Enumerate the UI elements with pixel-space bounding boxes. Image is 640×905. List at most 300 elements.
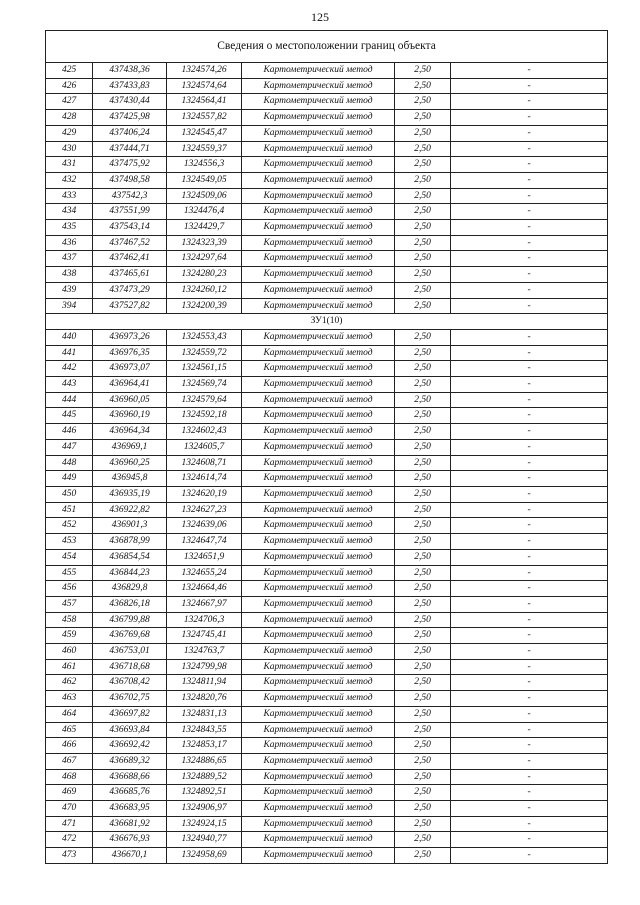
y-coordinate-cell: 1324564,41 (167, 94, 242, 110)
method-cell: Картометрический метод (242, 204, 395, 220)
table-row (46, 801, 608, 817)
method-cell: Картометрический метод (242, 534, 395, 550)
precision-cell: 2,50 (395, 267, 451, 283)
method-cell: Картометрический метод (242, 377, 395, 393)
precision-cell: 2,50 (395, 816, 451, 832)
point-number-cell: 453 (46, 534, 93, 550)
table-row (46, 392, 608, 408)
precision-cell: 2,50 (395, 408, 451, 424)
y-coordinate-cell: 1324557,82 (167, 110, 242, 126)
precision-cell: 2,50 (395, 769, 451, 785)
method-cell: Картометрический метод (242, 832, 395, 848)
table-row (46, 549, 608, 565)
method-cell: Картометрический метод (242, 220, 395, 236)
point-number-cell: 433 (46, 188, 93, 204)
method-cell: Картометрический метод (242, 392, 395, 408)
x-coordinate-cell: 436670,1 (93, 848, 167, 864)
x-coordinate-cell: 436901,3 (93, 518, 167, 534)
precision-cell: 2,50 (395, 832, 451, 848)
note-cell: - (451, 848, 608, 864)
precision-cell: 2,50 (395, 565, 451, 581)
y-coordinate-cell: 1324906,97 (167, 801, 242, 817)
precision-cell: 2,50 (395, 345, 451, 361)
method-cell: Картометрический метод (242, 455, 395, 471)
note-cell: - (451, 816, 608, 832)
x-coordinate-cell: 437425,98 (93, 110, 167, 126)
y-coordinate-cell: 1324614,74 (167, 471, 242, 487)
point-number-cell: 446 (46, 424, 93, 440)
method-cell: Картометрический метод (242, 282, 395, 298)
precision-cell: 2,50 (395, 518, 451, 534)
y-coordinate-cell: 1324843,55 (167, 722, 242, 738)
note-cell: - (451, 204, 608, 220)
point-number-cell: 444 (46, 392, 93, 408)
table-row (46, 565, 608, 581)
x-coordinate-cell: 437444,71 (93, 141, 167, 157)
x-coordinate-cell: 437498,58 (93, 172, 167, 188)
method-cell: Картометрический метод (242, 769, 395, 785)
point-number-cell: 458 (46, 612, 93, 628)
x-coordinate-cell: 436964,34 (93, 424, 167, 440)
table-row (46, 675, 608, 691)
precision-cell: 2,50 (395, 141, 451, 157)
y-coordinate-cell: 1324958,69 (167, 848, 242, 864)
table-row (46, 832, 608, 848)
point-number-cell: 461 (46, 659, 93, 675)
method-cell: Картометрический метод (242, 486, 395, 502)
note-cell: - (451, 110, 608, 126)
x-coordinate-cell: 436697,82 (93, 706, 167, 722)
note-cell: - (451, 628, 608, 644)
table-row (46, 63, 608, 79)
note-cell: - (451, 675, 608, 691)
x-coordinate-cell: 437430,44 (93, 94, 167, 110)
y-coordinate-cell: 1324706,3 (167, 612, 242, 628)
method-cell: Картометрический метод (242, 125, 395, 141)
method-cell: Картометрический метод (242, 298, 395, 314)
precision-cell: 2,50 (395, 785, 451, 801)
precision-cell: 2,50 (395, 628, 451, 644)
y-coordinate-cell: 1324545,47 (167, 125, 242, 141)
precision-cell: 2,50 (395, 706, 451, 722)
x-coordinate-cell: 436708,42 (93, 675, 167, 691)
method-cell: Картометрический метод (242, 801, 395, 817)
table-title: Сведения о местоположении границ объекта (46, 31, 608, 63)
note-cell: - (451, 785, 608, 801)
precision-cell: 2,50 (395, 486, 451, 502)
precision-cell: 2,50 (395, 471, 451, 487)
method-cell: Картометрический метод (242, 329, 395, 345)
y-coordinate-cell: 1324574,64 (167, 78, 242, 94)
x-coordinate-cell: 436826,18 (93, 596, 167, 612)
table-body (46, 63, 608, 864)
y-coordinate-cell: 1324476,4 (167, 204, 242, 220)
x-coordinate-cell: 436799,88 (93, 612, 167, 628)
table-row (46, 486, 608, 502)
y-coordinate-cell: 1324553,43 (167, 329, 242, 345)
table-row (46, 361, 608, 377)
x-coordinate-cell: 436676,93 (93, 832, 167, 848)
x-coordinate-cell: 437406,24 (93, 125, 167, 141)
y-coordinate-cell: 1324559,72 (167, 345, 242, 361)
table-row (46, 298, 608, 314)
y-coordinate-cell: 1324561,15 (167, 361, 242, 377)
y-coordinate-cell: 1324811,94 (167, 675, 242, 691)
method-cell: Картометрический метод (242, 581, 395, 597)
note-cell: - (451, 832, 608, 848)
table-row (46, 455, 608, 471)
precision-cell: 2,50 (395, 235, 451, 251)
table-row (46, 408, 608, 424)
note-cell: - (451, 282, 608, 298)
y-coordinate-cell: 1324429,7 (167, 220, 242, 236)
method-cell: Картометрический метод (242, 157, 395, 173)
method-cell: Картометрический метод (242, 644, 395, 660)
table-row (46, 141, 608, 157)
precision-cell: 2,50 (395, 612, 451, 628)
table-row (46, 220, 608, 236)
point-number-cell: 473 (46, 848, 93, 864)
x-coordinate-cell: 437551,99 (93, 204, 167, 220)
table-row (46, 188, 608, 204)
table-row (46, 518, 608, 534)
y-coordinate-cell: 1324763,7 (167, 644, 242, 660)
point-number-cell: 457 (46, 596, 93, 612)
y-coordinate-cell: 1324556,3 (167, 157, 242, 173)
table-row (46, 644, 608, 660)
point-number-cell: 432 (46, 172, 93, 188)
point-number-cell: 434 (46, 204, 93, 220)
note-cell: - (451, 596, 608, 612)
point-number-cell: 467 (46, 753, 93, 769)
table-row (46, 424, 608, 440)
table-row (46, 439, 608, 455)
point-number-cell: 459 (46, 628, 93, 644)
point-number-cell: 439 (46, 282, 93, 298)
precision-cell: 2,50 (395, 596, 451, 612)
x-coordinate-cell: 436960,25 (93, 455, 167, 471)
y-coordinate-cell: 1324602,43 (167, 424, 242, 440)
note-cell: - (451, 361, 608, 377)
note-cell: - (451, 377, 608, 393)
point-number-cell: 464 (46, 706, 93, 722)
y-coordinate-cell: 1324605,7 (167, 439, 242, 455)
x-coordinate-cell: 436681,92 (93, 816, 167, 832)
table-row (46, 329, 608, 345)
method-cell: Картометрический метод (242, 63, 395, 79)
precision-cell: 2,50 (395, 801, 451, 817)
precision-cell: 2,50 (395, 204, 451, 220)
table-row (46, 345, 608, 361)
x-coordinate-cell: 436960,19 (93, 408, 167, 424)
table-row (46, 172, 608, 188)
table-row (46, 125, 608, 141)
table-row (46, 706, 608, 722)
point-number-cell: 426 (46, 78, 93, 94)
x-coordinate-cell: 436702,75 (93, 691, 167, 707)
note-cell: - (451, 549, 608, 565)
x-coordinate-cell: 436935,19 (93, 486, 167, 502)
y-coordinate-cell: 1324655,24 (167, 565, 242, 581)
method-cell: Картометрический метод (242, 816, 395, 832)
note-cell: - (451, 471, 608, 487)
method-cell: Картометрический метод (242, 518, 395, 534)
x-coordinate-cell: 437462,41 (93, 251, 167, 267)
precision-cell: 2,50 (395, 675, 451, 691)
method-cell: Картометрический метод (242, 439, 395, 455)
method-cell: Картометрический метод (242, 596, 395, 612)
precision-cell: 2,50 (395, 502, 451, 518)
precision-cell: 2,50 (395, 753, 451, 769)
note-cell: - (451, 691, 608, 707)
method-cell: Картометрический метод (242, 94, 395, 110)
method-cell: Картометрический метод (242, 110, 395, 126)
note-cell: - (451, 612, 608, 628)
page-number: 125 (311, 10, 329, 24)
x-coordinate-cell: 436960,05 (93, 392, 167, 408)
x-coordinate-cell: 436969,1 (93, 439, 167, 455)
point-number-cell: 455 (46, 565, 93, 581)
point-number-cell: 442 (46, 361, 93, 377)
point-number-cell: 435 (46, 220, 93, 236)
table-row (46, 659, 608, 675)
point-number-cell: 451 (46, 502, 93, 518)
y-coordinate-cell: 1324574,26 (167, 63, 242, 79)
y-coordinate-cell: 1324664,46 (167, 581, 242, 597)
note-cell: - (451, 329, 608, 345)
note-cell: - (451, 408, 608, 424)
x-coordinate-cell: 436844,23 (93, 565, 167, 581)
method-cell: Картометрический метод (242, 172, 395, 188)
precision-cell: 2,50 (395, 581, 451, 597)
note-cell: - (451, 251, 608, 267)
y-coordinate-cell: 1324323,39 (167, 235, 242, 251)
point-number-cell: 440 (46, 329, 93, 345)
x-coordinate-cell: 436753,01 (93, 644, 167, 660)
x-coordinate-cell: 437467,52 (93, 235, 167, 251)
table-row (46, 282, 608, 298)
table-row (46, 502, 608, 518)
note-cell: - (451, 753, 608, 769)
precision-cell: 2,50 (395, 361, 451, 377)
method-cell: Картометрический метод (242, 722, 395, 738)
x-coordinate-cell: 437473,29 (93, 282, 167, 298)
table-row (46, 628, 608, 644)
y-coordinate-cell: 1324579,64 (167, 392, 242, 408)
y-coordinate-cell: 1324627,23 (167, 502, 242, 518)
point-number-cell: 468 (46, 769, 93, 785)
precision-cell: 2,50 (395, 157, 451, 173)
note-cell: - (451, 801, 608, 817)
precision-cell: 2,50 (395, 298, 451, 314)
table-row (46, 235, 608, 251)
method-cell: Картометрический метод (242, 408, 395, 424)
x-coordinate-cell: 436688,66 (93, 769, 167, 785)
x-coordinate-cell: 436769,68 (93, 628, 167, 644)
method-cell: Картометрический метод (242, 141, 395, 157)
precision-cell: 2,50 (395, 722, 451, 738)
table-row (46, 581, 608, 597)
x-coordinate-cell: 436692,42 (93, 738, 167, 754)
method-cell: Картометрический метод (242, 565, 395, 581)
precision-cell: 2,50 (395, 282, 451, 298)
y-coordinate-cell: 1324549,05 (167, 172, 242, 188)
y-coordinate-cell: 1324892,51 (167, 785, 242, 801)
y-coordinate-cell: 1324831,13 (167, 706, 242, 722)
y-coordinate-cell: 1324820,76 (167, 691, 242, 707)
note-cell: - (451, 455, 608, 471)
point-number-cell: 469 (46, 785, 93, 801)
y-coordinate-cell: 1324853,17 (167, 738, 242, 754)
y-coordinate-cell: 1324620,19 (167, 486, 242, 502)
note-cell: - (451, 706, 608, 722)
precision-cell: 2,50 (395, 251, 451, 267)
x-coordinate-cell: 436829,8 (93, 581, 167, 597)
method-cell: Картометрический метод (242, 424, 395, 440)
method-cell: Картометрический метод (242, 675, 395, 691)
table-row (46, 267, 608, 283)
point-number-cell: 466 (46, 738, 93, 754)
point-number-cell: 470 (46, 801, 93, 817)
note-cell: - (451, 235, 608, 251)
y-coordinate-cell: 1324889,52 (167, 769, 242, 785)
table-row (46, 848, 608, 864)
note-cell: - (451, 518, 608, 534)
precision-cell: 2,50 (395, 534, 451, 550)
table-row (46, 251, 608, 267)
table-row (46, 769, 608, 785)
method-cell: Картометрический метод (242, 691, 395, 707)
table-row (46, 753, 608, 769)
table-row (46, 691, 608, 707)
point-number-cell: 463 (46, 691, 93, 707)
note-cell: - (451, 78, 608, 94)
x-coordinate-cell: 437543,14 (93, 220, 167, 236)
table-row (46, 722, 608, 738)
y-coordinate-cell: 1324559,37 (167, 141, 242, 157)
method-cell: Картометрический метод (242, 706, 395, 722)
y-coordinate-cell: 1324280,23 (167, 267, 242, 283)
table-row (46, 204, 608, 220)
note-cell: - (451, 581, 608, 597)
note-cell: - (451, 141, 608, 157)
table-row (46, 94, 608, 110)
point-number-cell: 447 (46, 439, 93, 455)
x-coordinate-cell: 437465,61 (93, 267, 167, 283)
y-coordinate-cell: 1324297,64 (167, 251, 242, 267)
method-cell: Картометрический метод (242, 612, 395, 628)
point-number-cell: 437 (46, 251, 93, 267)
method-cell: Картометрический метод (242, 738, 395, 754)
note-cell: - (451, 94, 608, 110)
note-cell: - (451, 188, 608, 204)
precision-cell: 2,50 (395, 455, 451, 471)
method-cell: Картометрический метод (242, 753, 395, 769)
precision-cell: 2,50 (395, 659, 451, 675)
x-coordinate-cell: 436854,54 (93, 549, 167, 565)
x-coordinate-cell: 437475,92 (93, 157, 167, 173)
precision-cell: 2,50 (395, 424, 451, 440)
precision-cell: 2,50 (395, 392, 451, 408)
section-label: ЗУ1(10) (46, 314, 608, 330)
precision-cell: 2,50 (395, 110, 451, 126)
method-cell: Картометрический метод (242, 502, 395, 518)
point-number-cell: 429 (46, 125, 93, 141)
x-coordinate-cell: 436945,8 (93, 471, 167, 487)
precision-cell: 2,50 (395, 125, 451, 141)
point-number-cell: 454 (46, 549, 93, 565)
point-number-cell: 431 (46, 157, 93, 173)
x-coordinate-cell: 436693,84 (93, 722, 167, 738)
x-coordinate-cell: 436689,32 (93, 753, 167, 769)
point-number-cell: 462 (46, 675, 93, 691)
table-row (46, 471, 608, 487)
note-cell: - (451, 502, 608, 518)
table-row (46, 110, 608, 126)
note-cell: - (451, 220, 608, 236)
y-coordinate-cell: 1324940,77 (167, 832, 242, 848)
x-coordinate-cell: 436973,07 (93, 361, 167, 377)
point-number-cell: 452 (46, 518, 93, 534)
x-coordinate-cell: 436718,68 (93, 659, 167, 675)
note-cell: - (451, 486, 608, 502)
x-coordinate-cell: 436878,99 (93, 534, 167, 550)
method-cell: Картометрический метод (242, 251, 395, 267)
note-cell: - (451, 424, 608, 440)
y-coordinate-cell: 1324651,9 (167, 549, 242, 565)
precision-cell: 2,50 (395, 439, 451, 455)
note-cell: - (451, 738, 608, 754)
point-number-cell: 460 (46, 644, 93, 660)
y-coordinate-cell: 1324200,39 (167, 298, 242, 314)
note-cell: - (451, 157, 608, 173)
note-cell: - (451, 125, 608, 141)
point-number-cell: 394 (46, 298, 93, 314)
point-number-cell: 438 (46, 267, 93, 283)
method-cell: Картометрический метод (242, 785, 395, 801)
precision-cell: 2,50 (395, 63, 451, 79)
point-number-cell: 436 (46, 235, 93, 251)
x-coordinate-cell: 436973,26 (93, 329, 167, 345)
table-row (46, 78, 608, 94)
table-row (46, 785, 608, 801)
point-number-cell: 428 (46, 110, 93, 126)
note-cell: - (451, 644, 608, 660)
table-row (46, 738, 608, 754)
precision-cell: 2,50 (395, 549, 451, 565)
point-number-cell: 456 (46, 581, 93, 597)
method-cell: Картометрический метод (242, 848, 395, 864)
note-cell: - (451, 298, 608, 314)
method-cell: Картометрический метод (242, 345, 395, 361)
note-cell: - (451, 565, 608, 581)
boundary-coordinates-table (45, 30, 608, 864)
method-cell: Картометрический метод (242, 628, 395, 644)
precision-cell: 2,50 (395, 329, 451, 345)
point-number-cell: 472 (46, 832, 93, 848)
method-cell: Картометрический метод (242, 267, 395, 283)
point-number-cell: 441 (46, 345, 93, 361)
method-cell: Картометрический метод (242, 471, 395, 487)
method-cell: Картометрический метод (242, 361, 395, 377)
method-cell: Картометрический метод (242, 235, 395, 251)
point-number-cell: 430 (46, 141, 93, 157)
section-row (46, 314, 608, 330)
note-cell: - (451, 345, 608, 361)
precision-cell: 2,50 (395, 172, 451, 188)
point-number-cell: 450 (46, 486, 93, 502)
x-coordinate-cell: 436964,41 (93, 377, 167, 393)
